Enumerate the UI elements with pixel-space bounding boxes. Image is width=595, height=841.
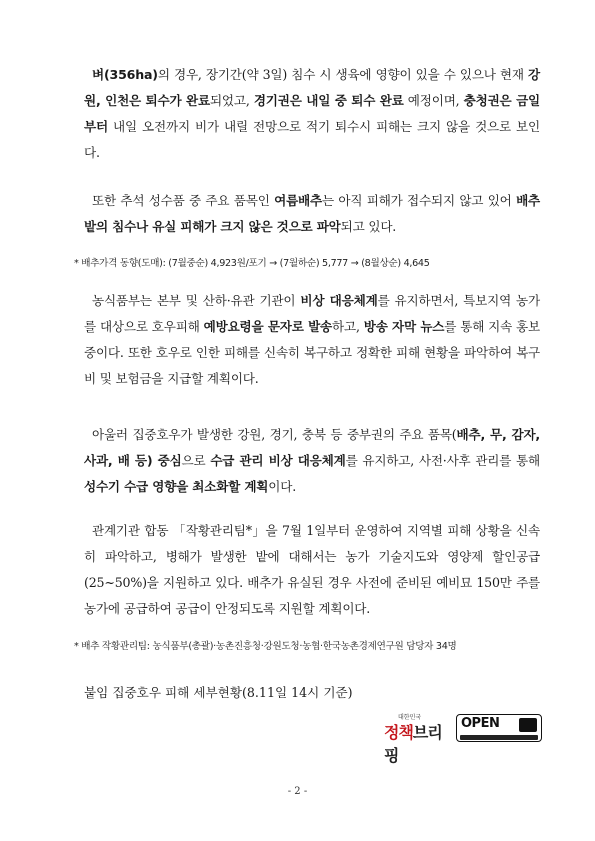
text-run-bold: 수급 관리 비상 대응체계 <box>210 453 346 468</box>
open-text-part-2: EN <box>480 716 500 731</box>
text-run: 되었고, <box>209 93 254 108</box>
attachment-line: 붙임 집중호우 피해 세부현황(8.11일 14시 기준) <box>84 685 353 700</box>
text-run: 를 유지하면서, 특보지역 농가를 대상으로 호우피해 <box>84 293 540 334</box>
rice-label: 벼(356ha) <box>92 67 158 82</box>
text-run-bold: 충청권은 금일부터 <box>84 93 541 134</box>
logo-main-text <box>384 720 454 766</box>
text-run: 를 통해 지속 홍보 중이다. 또한 호우로 인한 피해를 신속히 복구하고 정확한 피해 현황을 파악하여 복구비 및 보험금을 지급할 계획이다. <box>84 319 540 386</box>
text-run: 내일 오전까지 비가 내릴 전망으로 적기 퇴수시 피해는 크지 않을 것으로 보인다. <box>84 119 540 160</box>
text-run: 농식품부는 본부 및 산하·유관 기관이 <box>92 293 301 308</box>
crop-team-text: 관계기관 합동 「작황관리팀*」을 7월 1일부터 운영하여 지역별 피해 상황을 신속히 파악하고, 병해가 발생한 밭에 대해서는 농가 기술지도와 영양제 할인공급(25~50%)을 지원하고 있다. 배추가 유실된 경우 사전에 준비된 예비묘 150만 주를 농가에 공급하여 공급이 안정되도록 지원할 계획이다. <box>84 523 540 616</box>
paragraph-cabbage <box>84 188 540 240</box>
note-crop-team: * 배추 작황관리팀: 농식품부(총괄)·농촌진흥청·강원도청·농협·한국농촌경제연구원 담당자 34명 <box>74 641 457 652</box>
text-run: 또한 추석 성수품 중 주요 품목인 <box>92 193 275 208</box>
logo-main-red: 정책 <box>384 723 413 742</box>
person-icon <box>519 718 537 732</box>
open-text <box>461 716 499 731</box>
note-cabbage-price: * 배추가격 동향(도매): (7월중순) 4,923원/포기 → (7월하순) 5,777 → (8월상순) 4,645 <box>74 258 430 269</box>
logo-group <box>384 712 544 765</box>
license-bar <box>460 735 538 740</box>
paragraph-rice <box>84 62 540 166</box>
text-run: 하고, <box>332 319 364 334</box>
text-run: 되고 있다. <box>340 219 397 234</box>
open-text-part-1: OP <box>461 716 481 731</box>
text-run-bold: 여름배추 <box>274 193 322 208</box>
text-run: 의 경우, 장기간(약 3일) 침수 시 생육에 영향이 있을 수 있으나 현재 <box>157 67 529 82</box>
text-run-bold: 배추, 무, 감자, 사과, 배 등) 중심 <box>84 427 541 468</box>
text-run-bold: 방송 자막 뉴스 <box>363 319 445 334</box>
text-run: 를 유지하고, 사전·사후 관리를 통해 <box>345 453 540 468</box>
policy-briefing-logo <box>384 712 454 765</box>
text-run: 으로 <box>181 453 211 468</box>
open-license-logo <box>456 714 542 742</box>
text-run: 이다. <box>268 479 296 494</box>
text-run-bold: 예방요령을 문자로 발송 <box>203 319 333 334</box>
text-run-bold: 성수기 수급 영향을 최소화할 계획 <box>84 479 269 494</box>
text-run-bold: 강원, 인천은 퇴수가 완료 <box>84 67 540 108</box>
paragraph-supply <box>84 422 540 500</box>
paragraph-crop-team <box>84 518 540 622</box>
page-number: - 2 - <box>287 786 308 797</box>
text-run: 는 아직 피해가 접수되지 않고 있어 <box>321 193 517 208</box>
text-run-bold: 경기권은 내일 중 퇴수 완료 <box>253 93 404 108</box>
logo-main-dark: 브리핑 <box>384 723 442 765</box>
paragraph-ministry <box>84 288 540 392</box>
logo-small-text: 대한민국 <box>398 714 422 721</box>
text-run: 아울러 집중호우가 발생한 강원, 경기, 충북 등 중부권의 주요 품목( <box>92 427 457 442</box>
text-run-bold: 배추밭의 침수나 유실 피해가 크지 않은 것으로 파악 <box>84 193 540 234</box>
text-run: 예정이며, <box>403 93 464 108</box>
text-run-bold: 비상 대응체계 <box>300 293 378 308</box>
